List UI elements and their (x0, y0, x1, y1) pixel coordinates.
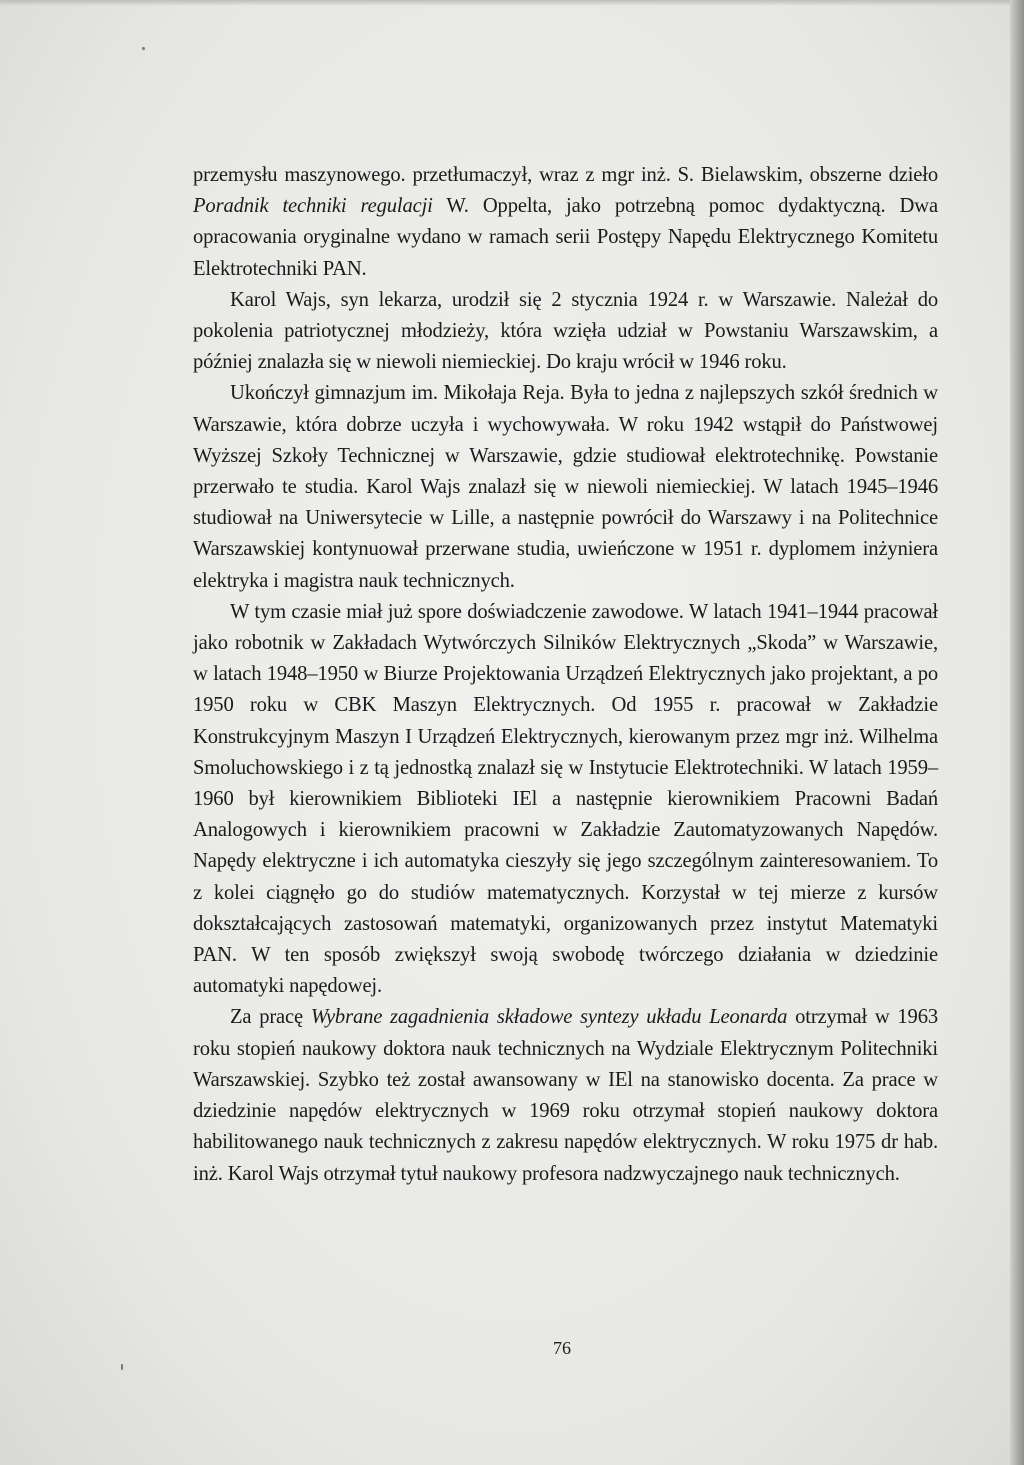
text-segment: W tym czasie miał już spore doświadczenie zawodowe. W latach 1941–1944 pracował jako robotnik w Zakładach Wytwórczych Silników Elektrycznych „Skoda” w Warszawie, w latach 1948–1950 w Biurze Projektowania Urządzeń Elektrycznych jako projektant, a po 1950 roku w CBK Maszyn Elektrycznych. Od 1955 r. pracował w Zakładzie Konstrukcyjnym Maszyn I Urządzeń Elektrycznych, kierowanym przez mgr inż. Wilhelma Smoluchowskiego i z tą jednostką znalazł się w Instytucie Elektrotechniki. W latach 1959–1960 był kierownikiem Biblioteki IEl a następnie kierownikiem Pracowni Badań Analogowych i kierownikiem pracowni w Zakładzie Zautomatyzowanych Napędów. Napędy elektryczne i ich automatyka cieszyły się jego szczególnym zainteresowaniem. To z kolei ciągnęło go do studiów matematycznych. Korzystał w tej mierze z kursów dokształcających zastosowań matematyki, organizowanych przez instytut Matematyki PAN. W ten sposób zwiększył swoją swobodę twórczego działania w dziedzinie automatyki napędowej. (193, 600, 938, 998)
page-top-shadow (0, 0, 1024, 6)
italic-title: Poradnik techniki regulacji (193, 195, 433, 218)
paragraph (193, 378, 938, 596)
paragraph (193, 160, 938, 285)
text-segment: przemysłu maszynowego. przetłumaczył, wraz z mgr inż. S. Bielawskim, obszerne dzieło (193, 164, 938, 186)
scan-speck (142, 47, 145, 50)
page-number: 76 (553, 1338, 571, 1358)
text-segment: Za pracę (230, 1006, 311, 1029)
paragraph (193, 1002, 938, 1189)
text-segment: otrzymał w 1963 roku stopień naukowy doktora nauk technicznych na Wydziale Elektrycznym Politechniki Warszawskiej. Szybko też został awansowany w IEl na stanowisko docenta. Za prace w dziedzinie napędów elektrycznych w 1969 roku otrzymał stopień naukowy doktora habilitowanego nauk technicznych z zakresu napędów elektrycznych. W roku 1975 dr hab. inż. Karol Wajs otrzymał tytuł naukowy profesora nadzwyczajnego nauk technicznych. (193, 1006, 938, 1185)
paragraph (193, 597, 938, 1003)
text-segment: Ukończył gimnazjum im. Mikołaja Reja. Była to jedna z najlepszych szkół średnich w Warszawie, która dobrze uczyła i wychowywała. W roku 1942 wstąpił do Państwowej Wyższej Szkoły Technicznej w Warszawie, gdzie studiował elektrotechnikę. Powstanie przerwało te studia. Karol Wajs znalazł się w niewoli niemieckiej. W latach 1945–1946 studiował na Uniwersytecie w Lille, a następnie powrócił do Warszawy i na Politechnice Warszawskiej kontynuował przerwane studia, uwieńczone w 1951 r. dyplomem inżyniera elektryka i magistra nauk technicznych. (193, 382, 938, 592)
text-segment: W. Oppelta, jako potrzebną pomoc dydaktyczną. Dwa opracowania oryginalne wydano w ramach serii Postępy Napędu Elektrycznego Komitetu Elektrotechniki PAN. (193, 195, 938, 280)
body-text (193, 160, 938, 1190)
italic-title: Wybrane zagadnienia składowe syntezy układu Leonarda (310, 1006, 788, 1029)
paragraph (193, 285, 938, 379)
text-segment: Karol Wajs, syn lekarza, urodził się 2 stycznia 1924 r. w Warszawie. Należał do pokolenia patriotycznej młodzieży, która wzięła udział w Powstaniu Warszawskim, a później znalazła się w niewoli niemieckiej. Do kraju wrócił w 1946 roku. (193, 288, 938, 374)
scan-speck (121, 1364, 123, 1370)
page-right-shadow (1010, 0, 1024, 1465)
